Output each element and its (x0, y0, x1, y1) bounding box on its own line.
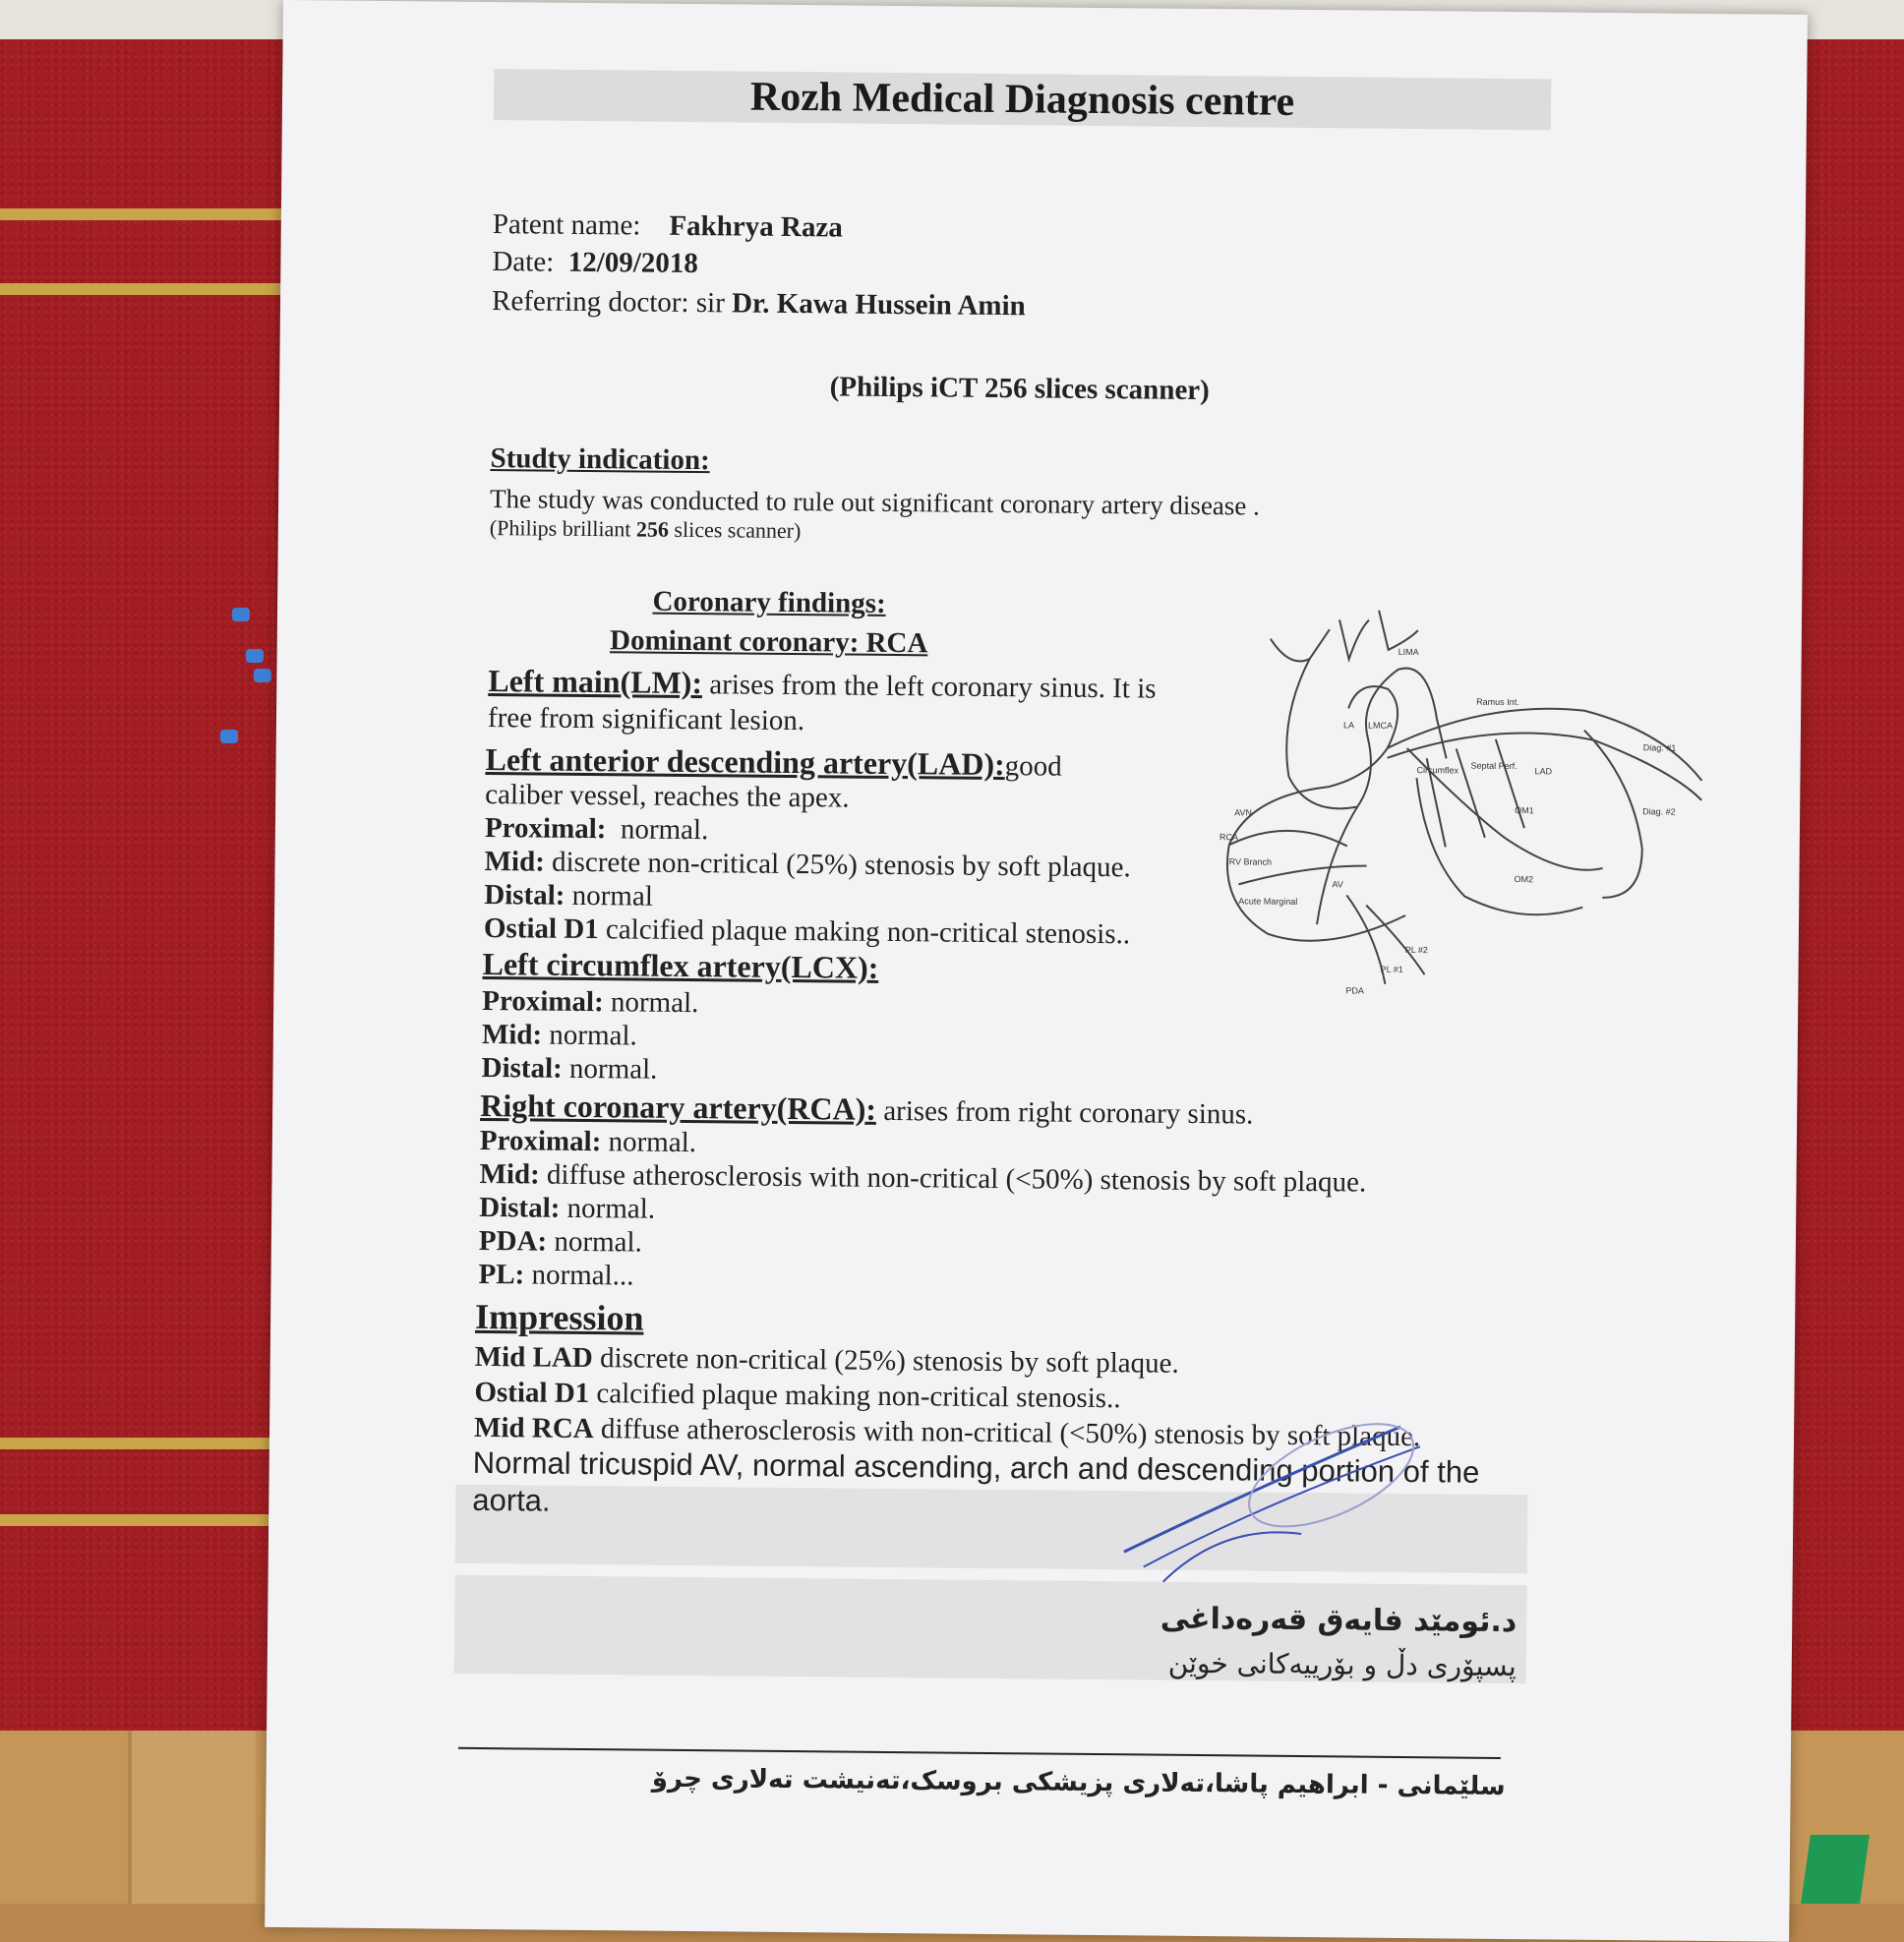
gold-stripe (0, 1438, 295, 1449)
gold-stripe (0, 283, 295, 295)
label: Distal: (479, 1191, 561, 1224)
blue-fragment (232, 608, 250, 621)
pda-row (479, 1225, 642, 1260)
lcx-heading: Left circumflex artery(LCX): (482, 945, 879, 985)
date-label: Date: (492, 246, 555, 278)
findings-heading: Coronary findings: (652, 585, 886, 619)
label-ramus: Ramus Int. (1476, 696, 1519, 708)
value: normal. (608, 1126, 697, 1159)
label-om1: OM1 (1515, 805, 1534, 816)
impression-line2 (474, 1377, 1120, 1415)
date-row (492, 246, 698, 280)
lad-proximal (485, 812, 709, 847)
label: Proximal: (479, 1124, 602, 1158)
label-diag2: Diag. #2 (1642, 806, 1676, 817)
lad-mid (484, 846, 1130, 884)
lm-line1 (488, 663, 1157, 706)
label: Mid: (481, 1018, 543, 1051)
indication-heading: Studty indication: (490, 442, 710, 477)
doctor-signature-name: د.ئومێد فایەق قەرەداغی (1160, 1601, 1517, 1640)
rca-text: arises from right coronary sinus. (883, 1094, 1254, 1131)
impression-line1 (475, 1341, 1179, 1381)
scanner-line: (Philips iCT 256 slices scanner) (829, 371, 1210, 407)
note-suffix: slices scanner) (674, 516, 802, 544)
label: PL: (478, 1258, 525, 1291)
label-om2: OM2 (1514, 874, 1534, 885)
label: Distal: (484, 879, 565, 912)
label: Proximal: (484, 812, 607, 846)
lcx-mid (482, 1019, 637, 1053)
label: Mid: (479, 1157, 540, 1191)
impression-heading: Impression (474, 1296, 644, 1338)
note-prefix: (Philips brilliant (489, 515, 631, 542)
lm-text: arises from the left coronary sinus. It is (709, 669, 1157, 705)
value: normal. (566, 1192, 656, 1225)
label: Ostial D1 (483, 912, 599, 946)
label-rca: RCA (1219, 832, 1238, 843)
lcx-distal (481, 1052, 657, 1087)
label: Mid LAD (474, 1340, 593, 1375)
rca-distal (479, 1192, 655, 1226)
doctor-value: Dr. Kawa Hussein Amin (731, 287, 1026, 323)
indication-note (490, 515, 802, 544)
doctor-signature-title: پسپۆری دڵ و بۆرییەکانی خوێن (1167, 1646, 1517, 1683)
rca-heading: Right coronary artery(RCA): (480, 1087, 877, 1127)
pl-row (478, 1259, 633, 1293)
lad-line1 (485, 741, 1062, 784)
value: calcified plaque making non-critical stenosis.. (605, 913, 1131, 951)
coronary-artery-diagram (1208, 599, 1723, 1017)
label-lad: LAD (1534, 766, 1553, 777)
date-value: 12/09/2018 (567, 246, 699, 280)
patient-name-label: Patent name: (492, 208, 641, 242)
note-bold: 256 (635, 516, 670, 542)
lad-line2: caliber vessel, reaches the apex. (485, 779, 850, 814)
label-septal: Septal Perf. (1470, 760, 1517, 772)
value: diffuse atherosclerosis with non-critical (<50%) stenosis by soft plaque. (600, 1413, 1421, 1453)
label-pl1: PL #1 (1380, 964, 1403, 974)
ostial-d1 (484, 912, 1130, 951)
lad-heading: Left anterior descending artery(LAD): (485, 741, 1005, 783)
label-pl2: PL #2 (1404, 944, 1429, 956)
impression-line5: aorta. (472, 1482, 551, 1518)
value: normal. (549, 1019, 637, 1052)
gold-stripe (0, 1514, 295, 1526)
blue-fragment (246, 649, 264, 663)
label: PDA: (478, 1224, 548, 1258)
label-circumflex: Circumflex (1416, 765, 1459, 776)
label-pda: PDA (1345, 985, 1364, 996)
doctor-label: Referring doctor: sir (491, 285, 725, 320)
value: normal... (531, 1259, 634, 1292)
value: calcified plaque making non-critical stenosis.. (596, 1378, 1121, 1415)
footer-divider (458, 1747, 1501, 1759)
report-paper (265, 0, 1808, 1942)
blue-fragment (254, 669, 271, 682)
value: normal. (554, 1225, 642, 1259)
value: discrete non-critical (25%) stenosis by soft plaque. (599, 1342, 1179, 1380)
rca-line1 (480, 1088, 1254, 1132)
label-av: AV (1332, 879, 1343, 890)
footer-address: سلێمانی - ابراهیم پاشا،تەلاری پزیشکی بروسک،تەنیشت تەلاری چرۆ (651, 1763, 1506, 1802)
rca-proximal (480, 1125, 696, 1159)
impression-line4: Normal tricuspid AV, normal ascending, arch and descending portion of the (472, 1444, 1480, 1490)
label-la: LA (1342, 720, 1355, 731)
label: Mid RCA (473, 1411, 594, 1445)
lcx-proximal (482, 985, 698, 1020)
value: normal (571, 879, 653, 912)
patient-name-row (493, 208, 843, 244)
lm-heading: Left main(LM): (488, 663, 703, 701)
report-title: Rozh Medical Diagnosis centre (749, 74, 1295, 125)
label-avn: AVN (1234, 807, 1253, 818)
label: Mid: (484, 846, 545, 878)
lad-distal (484, 879, 653, 913)
green-object (1801, 1835, 1870, 1904)
label-lima: LIMA (1398, 646, 1419, 658)
label-rv-branch: RV Branch (1228, 856, 1273, 867)
value: discrete non-critical (25%) stenosis by soft plaque. (551, 846, 1131, 884)
stamp-signature (1103, 1404, 1440, 1604)
label-diag1: Diag. #1 (1642, 742, 1677, 753)
doctor-row (492, 285, 1026, 323)
label-lmca: LMCA (1367, 720, 1394, 731)
value: normal. (610, 986, 699, 1020)
label: Ostial D1 (474, 1376, 590, 1410)
gold-stripe (0, 208, 295, 220)
label: Proximal: (482, 984, 604, 1019)
lm-line2: free from significant lesion. (487, 702, 805, 737)
value: diffuse atherosclerosis with non-critical (<50%) stenosis by soft plaque. (546, 1158, 1367, 1199)
label: Distal: (481, 1051, 563, 1085)
value: normal. (568, 1052, 658, 1086)
blue-fragment (220, 730, 238, 743)
patient-name-value: Fakhrya Raza (669, 209, 843, 244)
lad-text: good (1004, 750, 1062, 783)
value: normal. (620, 813, 709, 847)
label-acute-marginal: Acute Marginal (1238, 896, 1298, 907)
indication-text: The study was conducted to rule out significant coronary artery disease . (489, 484, 1261, 521)
dominant-coronary: Dominant coronary: RCA (609, 624, 928, 660)
